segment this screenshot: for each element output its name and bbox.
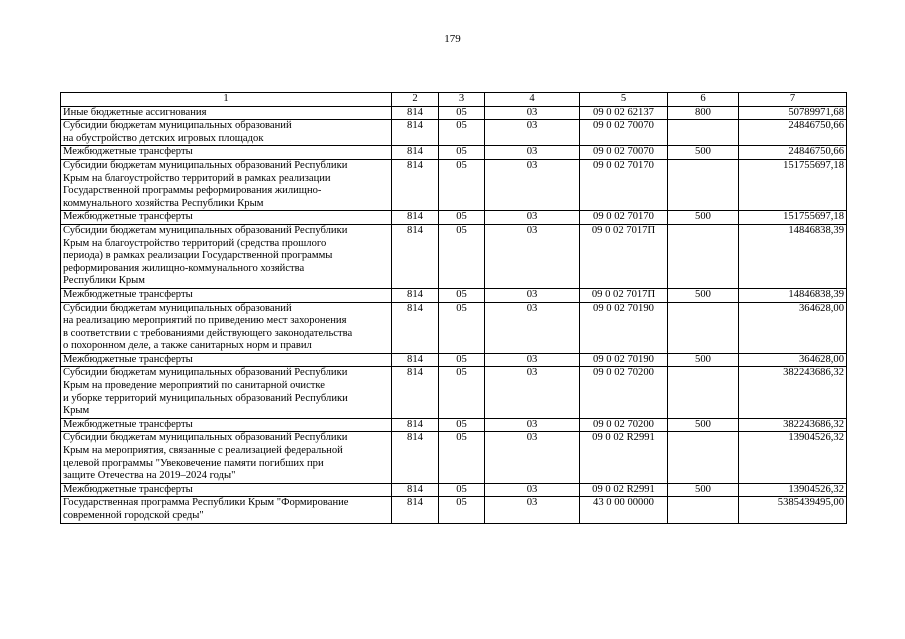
row-col3-cell: 05 bbox=[439, 418, 485, 432]
row-col6-cell: 500 bbox=[668, 211, 739, 225]
row-col4-cell: 03 bbox=[485, 353, 580, 367]
row-col6-cell: 800 bbox=[668, 106, 739, 120]
table-body bbox=[61, 106, 847, 523]
row-col2-cell: 814 bbox=[392, 224, 439, 288]
column-header-2: 2 bbox=[392, 93, 439, 107]
row-name-line: на обустройство детских игровых площадок bbox=[63, 132, 264, 144]
column-header-7: 7 bbox=[739, 93, 847, 107]
row-col5-cell: 09 0 02 62137 bbox=[580, 106, 668, 120]
row-col3-cell: 05 bbox=[439, 432, 485, 483]
row-name-line: Субсидии бюджетам муниципальных образований Республики bbox=[63, 432, 348, 444]
row-name-cell bbox=[61, 418, 392, 432]
row-col3-cell: 05 bbox=[439, 106, 485, 120]
row-name-line: Государственная программа Республики Крым "Формирование bbox=[63, 497, 349, 509]
row-col2-cell: 814 bbox=[392, 353, 439, 367]
row-amount-cell: 382243686,32 bbox=[739, 367, 847, 418]
table-row bbox=[61, 418, 847, 432]
table-row bbox=[61, 120, 847, 146]
row-col6-cell bbox=[668, 120, 739, 146]
row-col2-cell: 814 bbox=[392, 497, 439, 523]
row-col6-cell bbox=[668, 367, 739, 418]
table-row bbox=[61, 224, 847, 288]
row-name-line: Субсидии бюджетам муниципальных образований Республики bbox=[63, 224, 348, 236]
row-col2-cell: 814 bbox=[392, 302, 439, 353]
row-amount-cell: 151755697,18 bbox=[739, 211, 847, 225]
row-name-cell bbox=[61, 302, 392, 353]
row-col3-cell: 05 bbox=[439, 211, 485, 225]
table-row bbox=[61, 497, 847, 523]
row-col4-cell: 03 bbox=[485, 120, 580, 146]
row-col2-cell: 814 bbox=[392, 288, 439, 302]
row-col5-cell: 09 0 02 70170 bbox=[580, 211, 668, 225]
row-col5-cell: 09 0 02 R2991 bbox=[580, 483, 668, 497]
row-col4-cell: 03 bbox=[485, 367, 580, 418]
row-amount-cell: 151755697,18 bbox=[739, 159, 847, 210]
column-header-3: 3 bbox=[439, 93, 485, 107]
row-name-line: Иные бюджетные ассигнования bbox=[63, 106, 207, 118]
row-name-cell bbox=[61, 224, 392, 288]
row-col3-cell: 05 bbox=[439, 497, 485, 523]
row-amount-cell: 364628,00 bbox=[739, 302, 847, 353]
row-name-cell bbox=[61, 432, 392, 483]
table-row bbox=[61, 483, 847, 497]
row-name-line: защите Отечества на 2019–2024 годы" bbox=[63, 470, 236, 482]
row-col2-cell: 814 bbox=[392, 367, 439, 418]
row-name-line: Крым на благоустройство территорий в рамках реализации bbox=[63, 172, 331, 184]
row-col6-cell: 500 bbox=[668, 288, 739, 302]
row-col4-cell: 03 bbox=[485, 224, 580, 288]
row-col6-cell bbox=[668, 224, 739, 288]
row-name-line: Субсидии бюджетам муниципальных образований bbox=[63, 120, 292, 132]
table-row bbox=[61, 367, 847, 418]
row-name-cell bbox=[61, 146, 392, 160]
row-name-line: Межбюджетные трансферты bbox=[63, 353, 193, 365]
row-col4-cell: 03 bbox=[485, 159, 580, 210]
row-name-cell bbox=[61, 211, 392, 225]
row-name-line: Крым на благоустройство территорий (средства прошлого bbox=[63, 237, 327, 249]
row-col4-cell: 03 bbox=[485, 497, 580, 523]
row-name-line: современной городской среды" bbox=[63, 510, 204, 521]
row-name-line: Межбюджетные трансферты bbox=[63, 483, 193, 495]
row-col2-cell: 814 bbox=[392, 483, 439, 497]
column-header-1: 1 bbox=[61, 93, 392, 107]
row-name-line: Государственной программы реформирования жилищно- bbox=[63, 185, 322, 197]
row-name-line: Межбюджетные трансферты bbox=[63, 288, 193, 300]
row-name-line: Субсидии бюджетам муниципальных образований Республики bbox=[63, 367, 348, 379]
row-name-cell bbox=[61, 288, 392, 302]
table-row bbox=[61, 211, 847, 225]
row-col6-cell: 500 bbox=[668, 418, 739, 432]
row-name-cell bbox=[61, 159, 392, 210]
row-name-line: Межбюджетные трансферты bbox=[63, 211, 193, 223]
row-amount-cell: 13904526,32 bbox=[739, 432, 847, 483]
row-col2-cell: 814 bbox=[392, 159, 439, 210]
row-amount-cell: 24846750,66 bbox=[739, 120, 847, 146]
row-name-line: коммунального хозяйства Республики Крым bbox=[63, 197, 264, 209]
row-col5-cell: 09 0 02 70200 bbox=[580, 367, 668, 418]
row-name-cell bbox=[61, 120, 392, 146]
table-row bbox=[61, 302, 847, 353]
budget-table bbox=[60, 92, 847, 524]
row-name-line: в соответствии с требованиями действующего законодательства bbox=[63, 327, 353, 339]
table-row bbox=[61, 288, 847, 302]
row-col6-cell: 500 bbox=[668, 353, 739, 367]
row-name-line: периода) в рамках реализации Государственной программы bbox=[63, 250, 333, 262]
row-name-line: Субсидии бюджетам муниципальных образований bbox=[63, 302, 292, 314]
row-col5-cell: 09 0 02 7017П bbox=[580, 224, 668, 288]
table-row bbox=[61, 353, 847, 367]
row-name-cell bbox=[61, 367, 392, 418]
row-col5-cell: 09 0 02 70190 bbox=[580, 302, 668, 353]
row-col5-cell: 09 0 02 70170 bbox=[580, 159, 668, 210]
table-row bbox=[61, 432, 847, 483]
table-row bbox=[61, 146, 847, 160]
row-col6-cell bbox=[668, 432, 739, 483]
row-amount-cell: 5385439495,00 bbox=[739, 497, 847, 523]
page-number: 179 bbox=[444, 33, 461, 45]
row-name-line: Республики Крым bbox=[63, 275, 145, 287]
row-col6-cell: 500 bbox=[668, 483, 739, 497]
row-col5-cell: 09 0 02 7017П bbox=[580, 288, 668, 302]
row-col5-cell: 09 0 02 R2991 bbox=[580, 432, 668, 483]
row-col4-cell: 03 bbox=[485, 146, 580, 160]
row-name-cell bbox=[61, 497, 392, 523]
row-col5-cell: 43 0 00 00000 bbox=[580, 497, 668, 523]
row-name-line: Межбюджетные трансферты bbox=[63, 418, 193, 430]
row-col5-cell: 09 0 02 70070 bbox=[580, 146, 668, 160]
row-col5-cell: 09 0 02 70190 bbox=[580, 353, 668, 367]
row-col4-cell: 03 bbox=[485, 106, 580, 120]
row-col5-cell: 09 0 02 70200 bbox=[580, 418, 668, 432]
row-col4-cell: 03 bbox=[485, 483, 580, 497]
row-name-line: Крым на мероприятия, связанные с реализацией федеральной bbox=[63, 445, 343, 457]
row-col3-cell: 05 bbox=[439, 483, 485, 497]
row-name-line: реформирования жилищно-коммунального хозяйства bbox=[63, 262, 305, 274]
row-name-line: Крым bbox=[63, 405, 90, 417]
row-name-line: и уборке территорий муниципальных образований Республики bbox=[63, 392, 348, 404]
row-name-cell bbox=[61, 353, 392, 367]
row-amount-cell: 14846838,39 bbox=[739, 224, 847, 288]
row-col5-cell: 09 0 02 70070 bbox=[580, 120, 668, 146]
row-col3-cell: 05 bbox=[439, 120, 485, 146]
column-header-4: 4 bbox=[485, 93, 580, 107]
row-name-cell bbox=[61, 483, 392, 497]
row-col2-cell: 814 bbox=[392, 120, 439, 146]
row-amount-cell: 13904526,32 bbox=[739, 483, 847, 497]
row-col2-cell: 814 bbox=[392, 432, 439, 483]
row-col3-cell: 05 bbox=[439, 159, 485, 210]
row-name-line: Субсидии бюджетам муниципальных образований Республики bbox=[63, 159, 348, 171]
row-col4-cell: 03 bbox=[485, 432, 580, 483]
table-row bbox=[61, 159, 847, 210]
row-col4-cell: 03 bbox=[485, 211, 580, 225]
row-col3-cell: 05 bbox=[439, 367, 485, 418]
row-col6-cell bbox=[668, 302, 739, 353]
row-col3-cell: 05 bbox=[439, 353, 485, 367]
row-col6-cell bbox=[668, 159, 739, 210]
row-amount-cell: 382243686,32 bbox=[739, 418, 847, 432]
row-amount-cell: 364628,00 bbox=[739, 353, 847, 367]
row-amount-cell: 50789971,68 bbox=[739, 106, 847, 120]
row-col3-cell: 05 bbox=[439, 288, 485, 302]
row-col3-cell: 05 bbox=[439, 146, 485, 160]
row-col3-cell: 05 bbox=[439, 302, 485, 353]
row-col6-cell bbox=[668, 497, 739, 523]
row-col2-cell: 814 bbox=[392, 418, 439, 432]
row-name-line: Межбюджетные трансферты bbox=[63, 146, 193, 158]
row-name-line: целевой программы "Увековечение памяти погибших при bbox=[63, 457, 324, 469]
row-col2-cell: 814 bbox=[392, 146, 439, 160]
row-col2-cell: 814 bbox=[392, 211, 439, 225]
row-name-line: Крым на проведение мероприятий по санитарной очистке bbox=[63, 380, 325, 392]
row-amount-cell: 24846750,66 bbox=[739, 146, 847, 160]
row-col2-cell: 814 bbox=[392, 106, 439, 120]
row-name-cell bbox=[61, 106, 392, 120]
row-name-line: о похоронном деле, а также санитарных норм и правил bbox=[63, 340, 312, 352]
row-col3-cell: 05 bbox=[439, 224, 485, 288]
row-col4-cell: 03 bbox=[485, 418, 580, 432]
column-header-6: 6 bbox=[668, 93, 739, 107]
table-row bbox=[61, 106, 847, 120]
row-name-line: на реализацию мероприятий по приведению мест захоронения bbox=[63, 315, 347, 327]
row-col6-cell: 500 bbox=[668, 146, 739, 160]
row-col4-cell: 03 bbox=[485, 302, 580, 353]
row-col4-cell: 03 bbox=[485, 288, 580, 302]
column-header-5: 5 bbox=[580, 93, 668, 107]
header-row bbox=[61, 93, 847, 107]
row-amount-cell: 14846838,39 bbox=[739, 288, 847, 302]
